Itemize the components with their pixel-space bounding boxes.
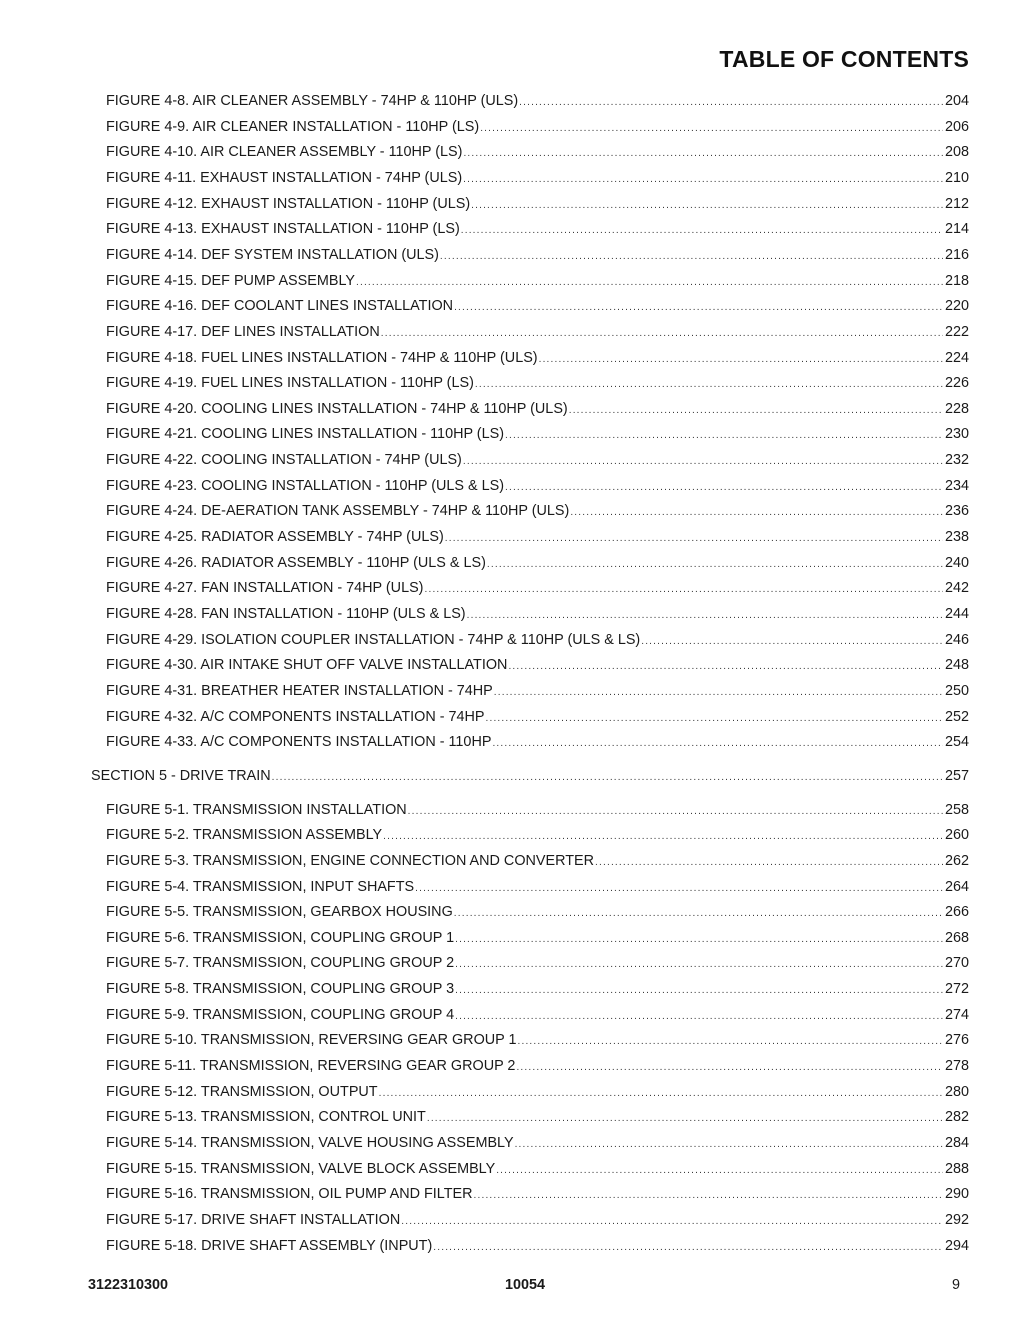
- toc-figure-entry[interactable]: [106, 425, 969, 445]
- toc-figure-entry[interactable]: [106, 528, 969, 548]
- toc-entry-page: 280: [944, 1083, 969, 1100]
- toc-figure-entry[interactable]: [106, 374, 969, 394]
- toc-entry-label: FIGURE 4-11. EXHAUST INSTALLATION - 74HP (ULS): [106, 169, 463, 186]
- toc-figure-entry[interactable]: [106, 631, 969, 651]
- toc-dot-leader: [467, 607, 943, 625]
- toc-figure-entry[interactable]: [106, 451, 969, 471]
- toc-figure-entry[interactable]: [106, 477, 969, 497]
- toc-entry-page: 228: [944, 400, 969, 417]
- toc-entry-label: FIGURE 4-16. DEF COOLANT LINES INSTALLATION: [106, 298, 454, 315]
- toc-entry-page: 226: [944, 375, 969, 392]
- toc-entry-label: FIGURE 5-4. TRANSMISSION, INPUT SHAFTS: [106, 878, 415, 895]
- toc-dot-leader: [381, 325, 943, 343]
- toc-dot-leader: [455, 956, 943, 974]
- toc-entry-label: FIGURE 4-8. AIR CLEANER ASSEMBLY - 74HP & 110HP (ULS): [106, 93, 519, 109]
- toc-dot-leader: [463, 171, 943, 189]
- toc-dot-leader: [518, 1033, 943, 1051]
- toc-dot-leader: [383, 828, 943, 846]
- toc-entry-label: FIGURE 5-2. TRANSMISSION ASSEMBLY: [106, 827, 383, 844]
- toc-entry-label: FIGURE 5-3. TRANSMISSION, ENGINE CONNECTION AND CONVERTER: [106, 852, 595, 869]
- toc-entry-page: 234: [944, 477, 969, 494]
- toc-figure-entry[interactable]: [106, 733, 969, 753]
- toc-entry-label: FIGURE 4-30. AIR INTAKE SHUT OFF VALVE INSTALLATION: [106, 657, 508, 674]
- toc-dot-leader: [427, 1110, 943, 1128]
- toc-dot-leader: [496, 1162, 943, 1180]
- toc-dot-leader: [461, 222, 943, 240]
- toc-entry-page: 224: [944, 349, 969, 366]
- toc-entry-label: FIGURE 5-16. TRANSMISSION, OIL PUMP AND FILTER: [106, 1186, 473, 1203]
- toc-entry-page: 290: [944, 1186, 969, 1203]
- toc-entry-page: 268: [944, 929, 969, 946]
- toc-entry-page: 272: [944, 981, 969, 998]
- toc-dot-leader: [519, 94, 943, 112]
- toc-entry-label: FIGURE 4-28. FAN INSTALLATION - 110HP (ULS & LS): [106, 606, 466, 622]
- toc-figure-entry[interactable]: [106, 826, 969, 846]
- toc-entry-label: FIGURE 4-19. FUEL LINES INSTALLATION - 110HP (LS): [106, 375, 474, 392]
- toc-entry-label: FIGURE 5-5. TRANSMISSION, GEARBOX HOUSING: [106, 904, 453, 921]
- toc-entry-label: SECTION 5 - DRIVE TRAIN: [91, 767, 271, 784]
- toc-entry-page: 246: [944, 631, 969, 648]
- toc-dot-leader: [445, 530, 943, 548]
- toc-figure-entry[interactable]: [106, 118, 969, 138]
- toc-figure-entry[interactable]: [106, 1237, 969, 1257]
- toc-entry-label: FIGURE 5-6. TRANSMISSION, COUPLING GROUP 1: [106, 929, 455, 946]
- toc-section-entry[interactable]: [91, 767, 969, 787]
- toc-entry-page: 257: [944, 767, 969, 784]
- toc-entry-label: FIGURE 4-18. FUEL LINES INSTALLATION - 74HP & 110HP (ULS): [106, 349, 538, 366]
- toc-entry-label: FIGURE 4-21. COOLING LINES INSTALLATION - 110HP (LS): [106, 426, 504, 443]
- toc-entry-page: 250: [944, 682, 969, 699]
- toc-entry-page: 252: [944, 708, 969, 725]
- toc-figure-entry[interactable]: [106, 708, 969, 728]
- toc-entry-label: FIGURE 4-13. EXHAUST INSTALLATION - 110HP (LS): [106, 221, 460, 238]
- toc-entry-page: 216: [944, 246, 969, 263]
- toc-entry-label: FIGURE 5-18. DRIVE SHAFT ASSEMBLY (INPUT): [106, 1237, 433, 1254]
- toc-entry-label: FIGURE 4-31. BREATHER HEATER INSTALLATION - 74HP: [106, 682, 493, 699]
- toc-entry-page: 240: [944, 554, 969, 571]
- toc-entry-page: 266: [944, 904, 969, 921]
- toc-entry-page: 244: [944, 606, 969, 622]
- toc-entry-label: FIGURE 4-14. DEF SYSTEM INSTALLATION (ULS): [106, 246, 439, 263]
- toc-entry-label: FIGURE 4-22. COOLING INSTALLATION - 74HP (ULS): [106, 452, 462, 469]
- toc-dot-leader: [474, 1187, 943, 1205]
- toc-dot-leader: [455, 931, 943, 949]
- toc-dot-leader: [516, 1059, 943, 1077]
- toc-entry-page: 278: [944, 1058, 969, 1075]
- toc-dot-leader: [463, 145, 943, 163]
- toc-entry-label: FIGURE 5-13. TRANSMISSION, CONTROL UNIT: [106, 1109, 426, 1126]
- toc-entry-page: 294: [944, 1237, 969, 1254]
- toc-entry-label: FIGURE 4-12. EXHAUST INSTALLATION - 110HP (ULS): [106, 195, 471, 212]
- toc-entry-label: FIGURE 4-29. ISOLATION COUPLER INSTALLATION - 74HP & 110HP (ULS & LS): [106, 631, 641, 648]
- toc-dot-leader: [440, 248, 943, 266]
- toc-entry-label: FIGURE 4-25. RADIATOR ASSEMBLY - 74HP (ULS): [106, 529, 444, 546]
- toc-figure-entry[interactable]: [106, 801, 969, 821]
- toc-dot-leader: [415, 880, 943, 898]
- toc-figure-entry[interactable]: [106, 323, 969, 343]
- toc-entry-page: 206: [944, 118, 969, 135]
- toc-figure-entry[interactable]: [106, 246, 969, 266]
- toc-entry-page: 276: [944, 1032, 969, 1049]
- toc-dot-leader: [570, 504, 943, 522]
- toc-figure-entry[interactable]: [106, 195, 969, 215]
- toc-dot-leader: [505, 427, 943, 445]
- toc-entry-page: 260: [944, 827, 969, 844]
- toc-entry-label: FIGURE 4-20. COOLING LINES INSTALLATION - 74HP & 110HP (ULS): [106, 400, 568, 417]
- toc-entry-page: 210: [944, 169, 969, 186]
- toc-entry-label: FIGURE 4-33. A/C COMPONENTS INSTALLATION - 110HP: [106, 734, 492, 751]
- toc-entry-page: 220: [944, 298, 969, 315]
- toc-entry-label: FIGURE 5-14. TRANSMISSION, VALVE HOUSING ASSEMBLY: [106, 1135, 514, 1151]
- toc-entry-page: 248: [944, 657, 969, 674]
- toc-dot-leader: [487, 556, 943, 574]
- toc-entry-page: 264: [944, 878, 969, 895]
- toc-entry-label: FIGURE 4-15. DEF PUMP ASSEMBLY: [106, 272, 355, 289]
- toc-dot-leader: [508, 658, 943, 676]
- toc-entry-page: 222: [944, 323, 969, 340]
- toc-entry-page: 288: [944, 1160, 969, 1177]
- toc-figure-entry[interactable]: [106, 1160, 969, 1180]
- toc-figure-entry[interactable]: [106, 929, 969, 949]
- toc-dot-leader: [480, 120, 943, 138]
- toc-entry-page: 242: [944, 580, 969, 597]
- toc-dot-leader: [641, 633, 943, 651]
- toc-figure-entry[interactable]: [106, 502, 969, 522]
- toc-dot-leader: [424, 581, 943, 599]
- footer-code: 10054: [505, 1277, 546, 1293]
- toc-dot-leader: [486, 710, 943, 728]
- toc-figure-entry[interactable]: [106, 1006, 969, 1026]
- toc-dot-leader: [455, 982, 943, 1000]
- toc-dot-leader: [595, 854, 943, 872]
- toc-figure-entry[interactable]: [106, 954, 969, 974]
- toc-dot-leader: [515, 1136, 943, 1154]
- toc-figure-entry[interactable]: [106, 220, 969, 240]
- toc-entry-page: 284: [944, 1135, 969, 1151]
- toc-dot-leader: [401, 1213, 943, 1231]
- toc-entry-label: FIGURE 5-15. TRANSMISSION, VALVE BLOCK ASSEMBLY: [106, 1160, 496, 1177]
- toc-figure-entry[interactable]: [106, 349, 969, 369]
- toc-entry-page: 254: [944, 734, 969, 751]
- toc-dot-leader: [379, 1085, 943, 1103]
- toc-figure-entry[interactable]: [106, 605, 969, 625]
- toc-entry-page: 282: [944, 1109, 969, 1126]
- toc-figure-entry[interactable]: [106, 682, 969, 702]
- toc-dot-leader: [475, 376, 943, 394]
- toc-dot-leader: [455, 1008, 943, 1026]
- toc-entry-page: 274: [944, 1006, 969, 1023]
- toc-entry-label: FIGURE 5-10. TRANSMISSION, REVERSING GEAR GROUP 1: [106, 1032, 517, 1049]
- toc-entry-label: FIGURE 5-7. TRANSMISSION, COUPLING GROUP 2: [106, 955, 455, 972]
- toc-dot-leader: [408, 803, 943, 821]
- toc-entry-label: FIGURE 4-23. COOLING INSTALLATION - 110HP (ULS & LS): [106, 477, 504, 494]
- toc-entry-page: 208: [944, 144, 969, 161]
- toc-dot-leader: [356, 274, 943, 292]
- toc-figure-entry[interactable]: [106, 852, 969, 872]
- toc-figure-entry[interactable]: [106, 143, 969, 163]
- toc-figure-entry[interactable]: [106, 400, 969, 420]
- toc-entry-label: FIGURE 5-1. TRANSMISSION INSTALLATION: [106, 801, 407, 818]
- toc-entry-page: 292: [944, 1211, 969, 1228]
- toc-entry-label: FIGURE 4-9. AIR CLEANER INSTALLATION - 110HP (LS): [106, 118, 480, 135]
- toc-entry-page: 230: [944, 426, 969, 443]
- toc-figure-entry[interactable]: [106, 878, 969, 898]
- toc-figure-entry[interactable]: [106, 579, 969, 599]
- toc-figure-entry[interactable]: [106, 980, 969, 1000]
- toc-figure-entry[interactable]: [106, 169, 969, 189]
- toc-entry-label: FIGURE 4-27. FAN INSTALLATION - 74HP (ULS): [106, 580, 424, 597]
- toc-figure-entry[interactable]: [106, 903, 969, 923]
- toc-entry-page: 262: [944, 852, 969, 869]
- toc-entry-page: 236: [944, 503, 969, 520]
- toc-entry-page: 212: [944, 195, 969, 212]
- toc-dot-leader: [454, 299, 943, 317]
- toc-entry-label: FIGURE 5-12. TRANSMISSION, OUTPUT: [106, 1083, 378, 1100]
- toc-dot-leader: [505, 479, 943, 497]
- toc-figure-entry[interactable]: [106, 1211, 969, 1231]
- footer-page-number: 9: [952, 1277, 961, 1293]
- toc-dot-leader: [463, 453, 943, 471]
- toc-figure-entry[interactable]: [106, 1031, 969, 1051]
- toc-entry-page: 258: [944, 801, 969, 818]
- toc-entry-label: FIGURE 4-26. RADIATOR ASSEMBLY - 110HP (ULS & LS): [106, 554, 486, 571]
- toc-entry-label: FIGURE 4-17. DEF LINES INSTALLATION: [106, 323, 380, 340]
- toc-figure-entry[interactable]: [106, 656, 969, 676]
- toc-figure-entry[interactable]: [106, 1134, 969, 1154]
- toc-dot-leader: [539, 351, 943, 369]
- toc-entry-label: FIGURE 4-10. AIR CLEANER ASSEMBLY - 110HP (LS): [106, 144, 463, 161]
- toc-dot-leader: [492, 735, 943, 753]
- toc-entry-label: FIGURE 5-17. DRIVE SHAFT INSTALLATION: [106, 1211, 401, 1228]
- toc-dot-leader: [471, 197, 943, 215]
- toc-dot-leader: [272, 769, 943, 787]
- toc-entry-page: 270: [944, 955, 969, 972]
- toc-entry-page: 214: [944, 221, 969, 238]
- page-title: TABLE OF CONTENTS: [719, 46, 969, 72]
- toc-entry-page: 232: [944, 452, 969, 469]
- toc-entry-label: FIGURE 5-8. TRANSMISSION, COUPLING GROUP 3: [106, 981, 455, 998]
- toc-entry-page: 204: [944, 93, 969, 109]
- toc-figure-entry[interactable]: [106, 1057, 969, 1077]
- toc-entry-label: FIGURE 5-11. TRANSMISSION, REVERSING GEAR GROUP 2: [106, 1058, 516, 1075]
- toc-dot-leader: [454, 905, 943, 923]
- toc-figure-entry[interactable]: [106, 1185, 969, 1205]
- footer-part-number: 3122310300: [88, 1277, 169, 1293]
- toc-figure-entry[interactable]: [106, 1108, 969, 1128]
- toc-dot-leader: [494, 684, 943, 702]
- toc-entry-label: FIGURE 4-24. DE-AERATION TANK ASSEMBLY - 74HP & 110HP (ULS): [106, 503, 570, 520]
- toc-dot-leader: [433, 1239, 943, 1257]
- toc-figure-entry[interactable]: [106, 297, 969, 317]
- toc-dot-leader: [569, 402, 943, 420]
- toc-figure-entry[interactable]: [106, 272, 969, 292]
- toc-figure-entry[interactable]: [106, 92, 969, 112]
- toc-entry-label: FIGURE 4-32. A/C COMPONENTS INSTALLATION - 74HP: [106, 708, 485, 725]
- toc-figure-entry[interactable]: [106, 554, 969, 574]
- toc-entry-page: 238: [944, 529, 969, 546]
- toc-entry-label: FIGURE 5-9. TRANSMISSION, COUPLING GROUP 4: [106, 1006, 455, 1023]
- toc-figure-entry[interactable]: [106, 1083, 969, 1103]
- toc-entry-page: 218: [944, 272, 969, 289]
